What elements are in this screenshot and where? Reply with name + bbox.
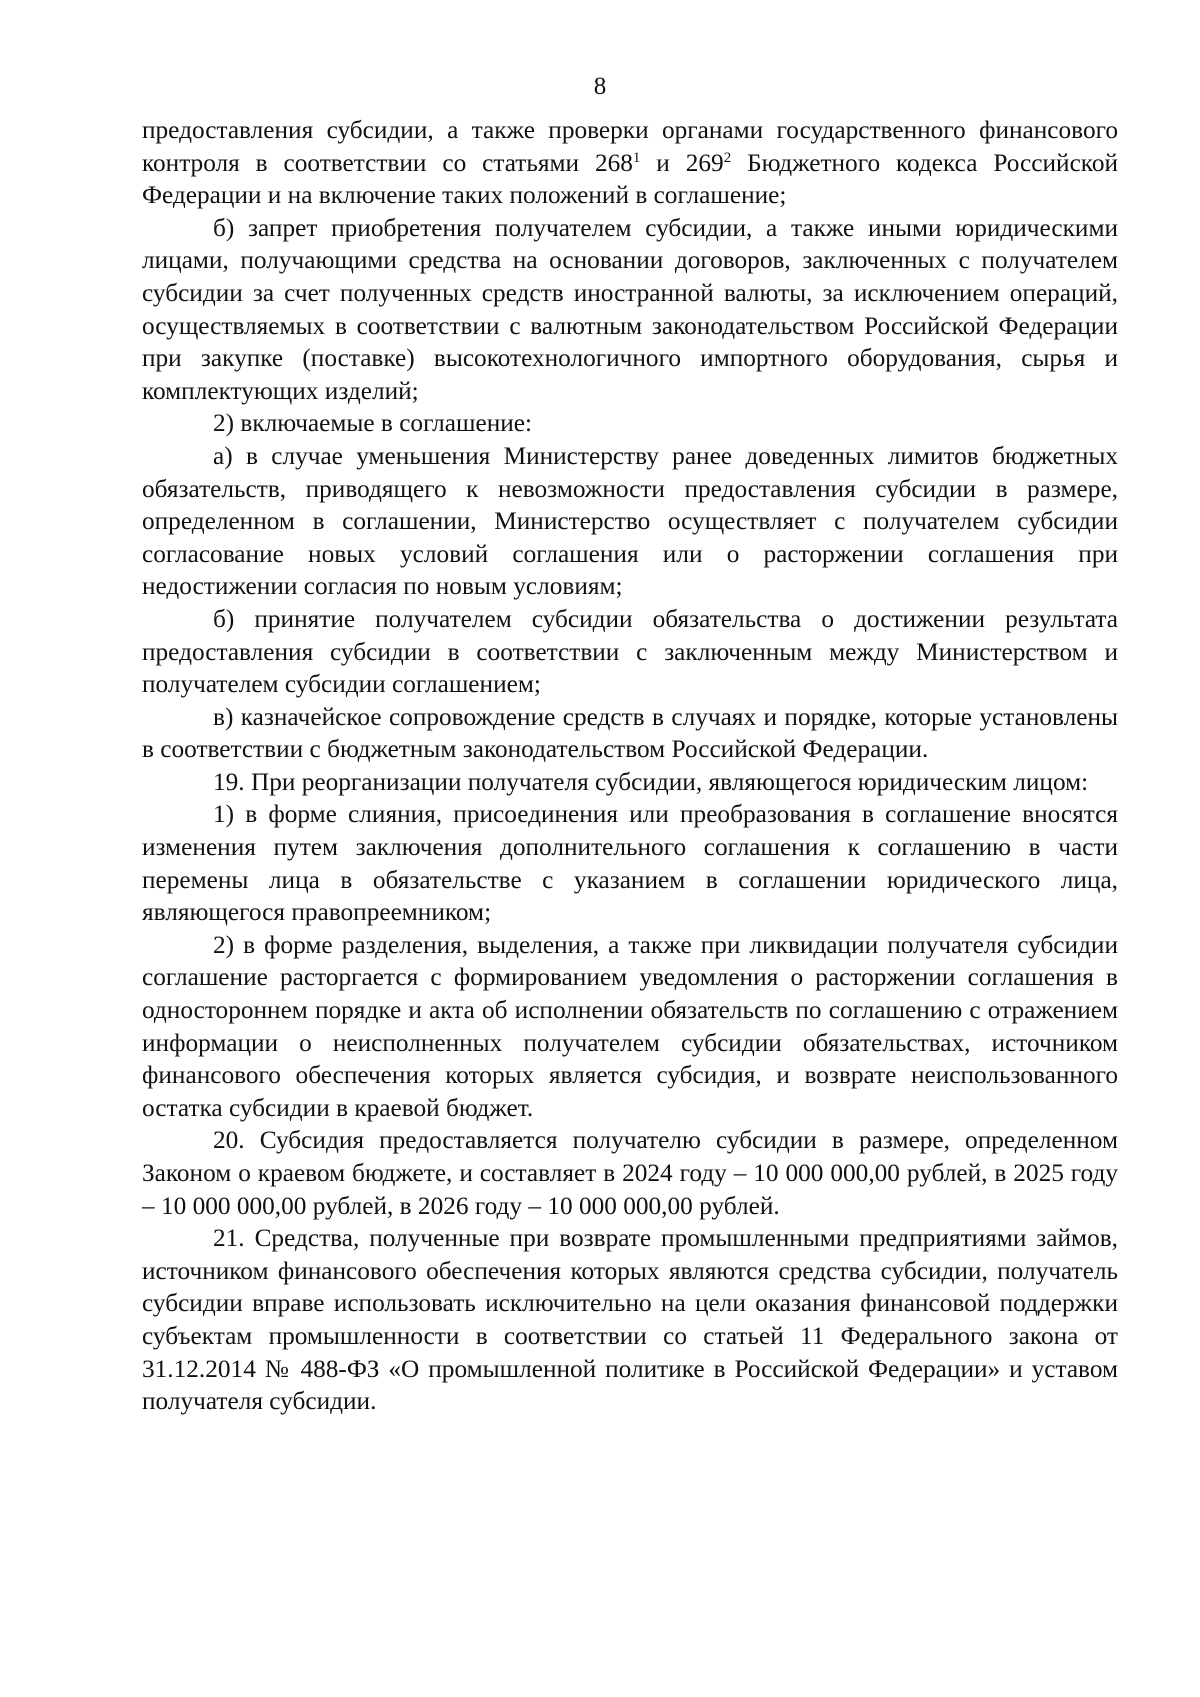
paragraph-2a: а) в случае уменьшения Министерству ранее доведенных лимитов бюджетных обязательств, приводящего к невозможности предоставления субсидии в размере, определенном в соглашении, Министерство осуществляет с получателем субсидии согласование новых условий соглашения или о расторжении соглашения при недостижении согласия по новым условиям; bbox=[142, 441, 1118, 601]
document-body bbox=[142, 114, 1118, 1418]
paragraph-text: предоставления субсидии, а также проверки органами государственного финансового контроля в соответствии со статьями bbox=[142, 116, 1118, 177]
article-superscript: 1 bbox=[632, 149, 641, 166]
paragraph-21: 21. Средства, полученные при возврате промышленными предприятиями займов, источником финансового обеспечения которых являются средства субсидии, получатель субсидии вправе использовать исключительно на цели оказания финансовой поддержки субъектам промышленности в соответствии со статьей 11 Федерального закона от 31.12.2014 № 488-ФЗ «О промышленной политике в Российской Федерации» и уставом получателя субсидии. bbox=[142, 1224, 1118, 1416]
paragraph-text: и bbox=[640, 148, 686, 177]
paragraph-2v: в) казначейское сопровождение средств в случаях и порядке, которые установлены в соответствии с бюджетным законодательством Российской Федерации. bbox=[142, 702, 1118, 764]
paragraph-19: 19. При реорганизации получателя субсидии, являющегося юридическим лицом: bbox=[213, 767, 1089, 796]
paragraph-2: 2) включаемые в соглашение: bbox=[213, 409, 533, 438]
page-number: 8 bbox=[593, 73, 607, 100]
article-reference: 268 bbox=[594, 148, 633, 177]
paragraph-19-2: 2) в форме разделения, выделения, а также при ликвидации получателя субсидии соглашение расторгается с формированием уведомления о расторжении соглашения в одностороннем порядке и акта об исполнении обязательств по соглашению с отражением информации о неисполненных получателем субсидии обязательствах, источником финансового обеспечения которых является субсидия, и возврате неиспользованного остатка субсидии в краевой бюджет. bbox=[142, 930, 1118, 1122]
paragraph-continuation bbox=[142, 114, 1118, 212]
paragraph-1b: б) запрет приобретения получателем субсидии, а также иными юридическими лицами, получающими средства на основании договоров, заключенных с получателем субсидии за счет полученных средств иностранной валюты, за исключением операций, осуществляемых в соответствии с валютным законодательством Российской Федерации при закупке (поставке) высокотехнологичного импортного оборудования, сырья и комплектующих изделий; bbox=[142, 213, 1118, 405]
article-superscript: 2 bbox=[723, 149, 732, 166]
paragraph-20: 20. Субсидия предоставляется получателю субсидии в размере, определенном Законом о краевом бюджете, и составляет в 2024 году – 10 000 000,00 рублей, в 2025 году – 10 000 000,00 рублей, в 2026 году – 10 000 000,00 рублей. bbox=[142, 1126, 1118, 1220]
paragraph-2b: б) принятие получателем субсидии обязательства о достижении результата предоставления субсидии в соответствии с заключенным между Министерством и получателем субсидии соглашением; bbox=[142, 604, 1118, 699]
article-reference: 269 bbox=[685, 148, 724, 177]
paragraph-text: Бюджетного кодекса Российской Федерации и на включение таких положений в соглашение; bbox=[142, 148, 1119, 210]
paragraph-19-1: 1) в форме слияния, присоединения или преобразования в соглашение вносятся изменения путем заключения дополнительного соглашения к соглашению в части перемены лица в обязательстве с указанием в соглашении юридического лица, являющегося правопреемником; bbox=[142, 800, 1118, 927]
